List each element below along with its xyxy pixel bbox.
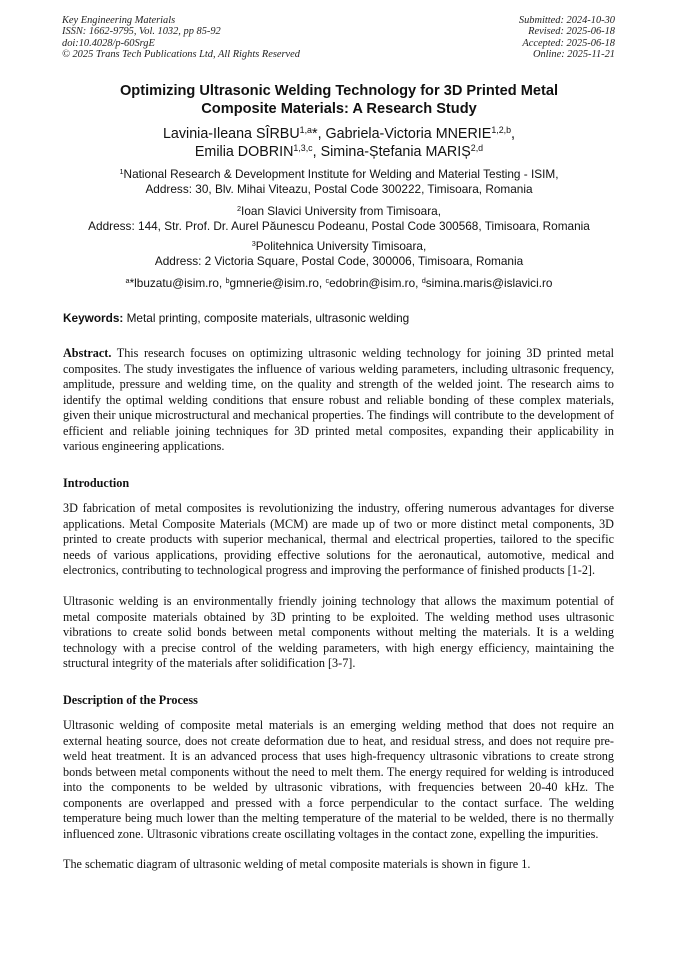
date-accepted: Accepted: 2025-06-18: [522, 37, 615, 49]
affiliation-1-address: Address: 30, Blv. Mihai Viteazu, Postal Code 300222, Timisoara, Romania: [145, 182, 533, 196]
author-2-sup: 1,2,b: [491, 125, 512, 136]
date-revised: Revised: 2025-06-18: [528, 26, 615, 38]
journal-copyright: © 2025 Trans Tech Publications Ltd, All Rights Reserved: [62, 48, 300, 60]
affiliation-3-line-1: [30, 239, 648, 254]
author-4-sup: 2,d: [470, 143, 484, 154]
author-4-name: Simina-Ștefania MARIȘ: [320, 144, 471, 160]
introduction-paragraph-1: 3D fabrication of metal composites is revolutionizing the industry, offering numerous advantages for diverse applications. Metal Composite Materials (MCM) are made up of two or more distinct metal components, 3D printed to create products with superior mechanical, thermal and electrical properties, tailored to the specific needs of various applications, providing effective solutions for the aeronautical, automotive, medical and electronics, contributing to technological progress and improving the performance of finished products [1-2].: [63, 501, 614, 577]
email-d-sup: d: [421, 275, 426, 285]
affiliation-2-line-1: [30, 204, 648, 219]
affiliation-1: [30, 167, 648, 197]
abstract-text: This research focuses on optimizing ultrasonic welding technology for joining 3D printed metal composites. The study investigates the influence of various welding parameters, including ultrasonic frequency, amplitude, pressure and welding time, on the quality and strength of the welded joint. The research aims to identify the optimal welding conditions that ensure robust and reliable bonding of these complex materials, given their unique microstructural and mechanical properties. The findings will contribute to the development of efficient and reliable joining techniques for 3D printed metal composites, expanding their applicability in various engineering applications.: [63, 346, 614, 453]
email-d: simina.maris@islavici.ro: [425, 276, 553, 290]
author-3-tail: ,: [312, 144, 321, 160]
abstract: [63, 346, 614, 455]
title-line-1: Optimizing Ultrasonic Welding Technology for 3D Printed Metal: [119, 83, 559, 99]
author-emails: [30, 276, 648, 291]
affiliation-3-num: 3: [251, 238, 256, 248]
author-1-name: Lavinia-Ileana SÎRBU: [162, 126, 300, 142]
journal-header-left: [62, 15, 382, 60]
introduction-paragraph-2: Ultrasonic welding is an environmentally friendly joining technology that allows the maximum potential of metal composite materials obtained by 3D printing to be exploited. The welding method uses ultrasonic vibrations to create solid bonds between metal components without melting the materials. It is a welding technology with a precise control of the welding parameters, with high energy efficiency, maintaining the structural integrity of the materials after solidification [3-7].: [63, 594, 614, 670]
affiliation-1-institution: National Research & Development Institute for Welding and Material Testing - ISIM,: [123, 167, 559, 181]
affiliation-2: [30, 204, 648, 234]
journal-doi: doi:10.4028/p-60SrgE: [62, 37, 155, 49]
process-paragraph-1: Ultrasonic welding of composite metal materials is an emerging welding method that does not require an external heating source, does not create deformation due to heat, and residual stress, and does not require pre-weld heat treatment. It is an advanced process that uses high-frequency ultrasonic vibrations to create strong bonds between metal components without the need to melt them. The energy required for welding is introduced into the components to be welded by ultrasonic vibrations, with frequencies between 20-40 kHz. The components are overlapped and pressed with a force perpendicular to the contact surface. The welding temperature being much lower than the melting temperature of the material to be welded, there is no thermally influenced zone. Ultrasonic vibrations create oscillating voltages in the contact zone, expelling the impurities.: [63, 718, 614, 841]
author-list: [40, 125, 638, 161]
process-heading: Description of the Process: [63, 693, 198, 707]
email-a: *lbuzatu@isim.ro,: [129, 276, 226, 290]
author-1-sup: 1,a: [299, 125, 312, 136]
email-c: edobrin@isim.ro,: [329, 276, 422, 290]
journal-header-right: [375, 15, 615, 60]
journal-issn: ISSN: 1662-9795, Vol. 1032, pp 85-92: [62, 26, 221, 38]
affiliation-1-line-1: [30, 167, 648, 182]
affiliation-3: [30, 239, 648, 269]
email-a-sup: a: [125, 275, 130, 285]
paper-title: [40, 82, 638, 118]
author-line-2: [40, 143, 638, 161]
affiliation-2-num: 2: [236, 203, 242, 213]
keywords-text: Metal printing, composite materials, ultrasonic welding: [123, 311, 410, 325]
email-b-sup: b: [225, 275, 230, 285]
author-3-sup: 1,3,c: [293, 143, 313, 154]
author-line-1: [40, 125, 638, 143]
author-2-name: Gabriela-Victoria MNERIE: [325, 126, 492, 142]
author-1-mark: *,: [312, 126, 326, 142]
affiliation-1-num: 1: [119, 166, 124, 176]
email-b: gmnerie@isim.ro,: [229, 276, 326, 290]
date-submitted: Submitted: 2024-10-30: [518, 15, 615, 26]
introduction-heading: Introduction: [63, 476, 130, 490]
journal-name: Key Engineering Materials: [62, 15, 176, 26]
keywords-label: Keywords:: [63, 311, 124, 325]
affiliation-3-address: Address: 2 Victoria Square, Postal Code, 300006, Timisoara, Romania: [154, 254, 524, 268]
author-3-name: Emilia DOBRIN: [194, 144, 294, 160]
process-paragraph-2: The schematic diagram of ultrasonic welding of metal composite materials is shown in figure 1.: [63, 857, 531, 871]
affiliation-2-institution: Ioan Slavici University from Timisoara,: [241, 204, 441, 218]
affiliation-2-address: Address: 144, Str. Prof. Dr. Aurel Păunescu Podeanu, Postal Code 300568, Timisoara, Romania: [88, 219, 590, 233]
date-online: Online: 2025-11-21: [532, 48, 615, 60]
author-2-tail: ,: [511, 126, 516, 142]
email-c-sup: c: [325, 275, 330, 285]
keywords: [63, 311, 623, 326]
title-line-2: Composite Materials: A Research Study: [201, 101, 477, 117]
affiliation-3-institution: Politehnica University Timisoara,: [255, 239, 427, 253]
abstract-label: Abstract.: [63, 346, 112, 360]
